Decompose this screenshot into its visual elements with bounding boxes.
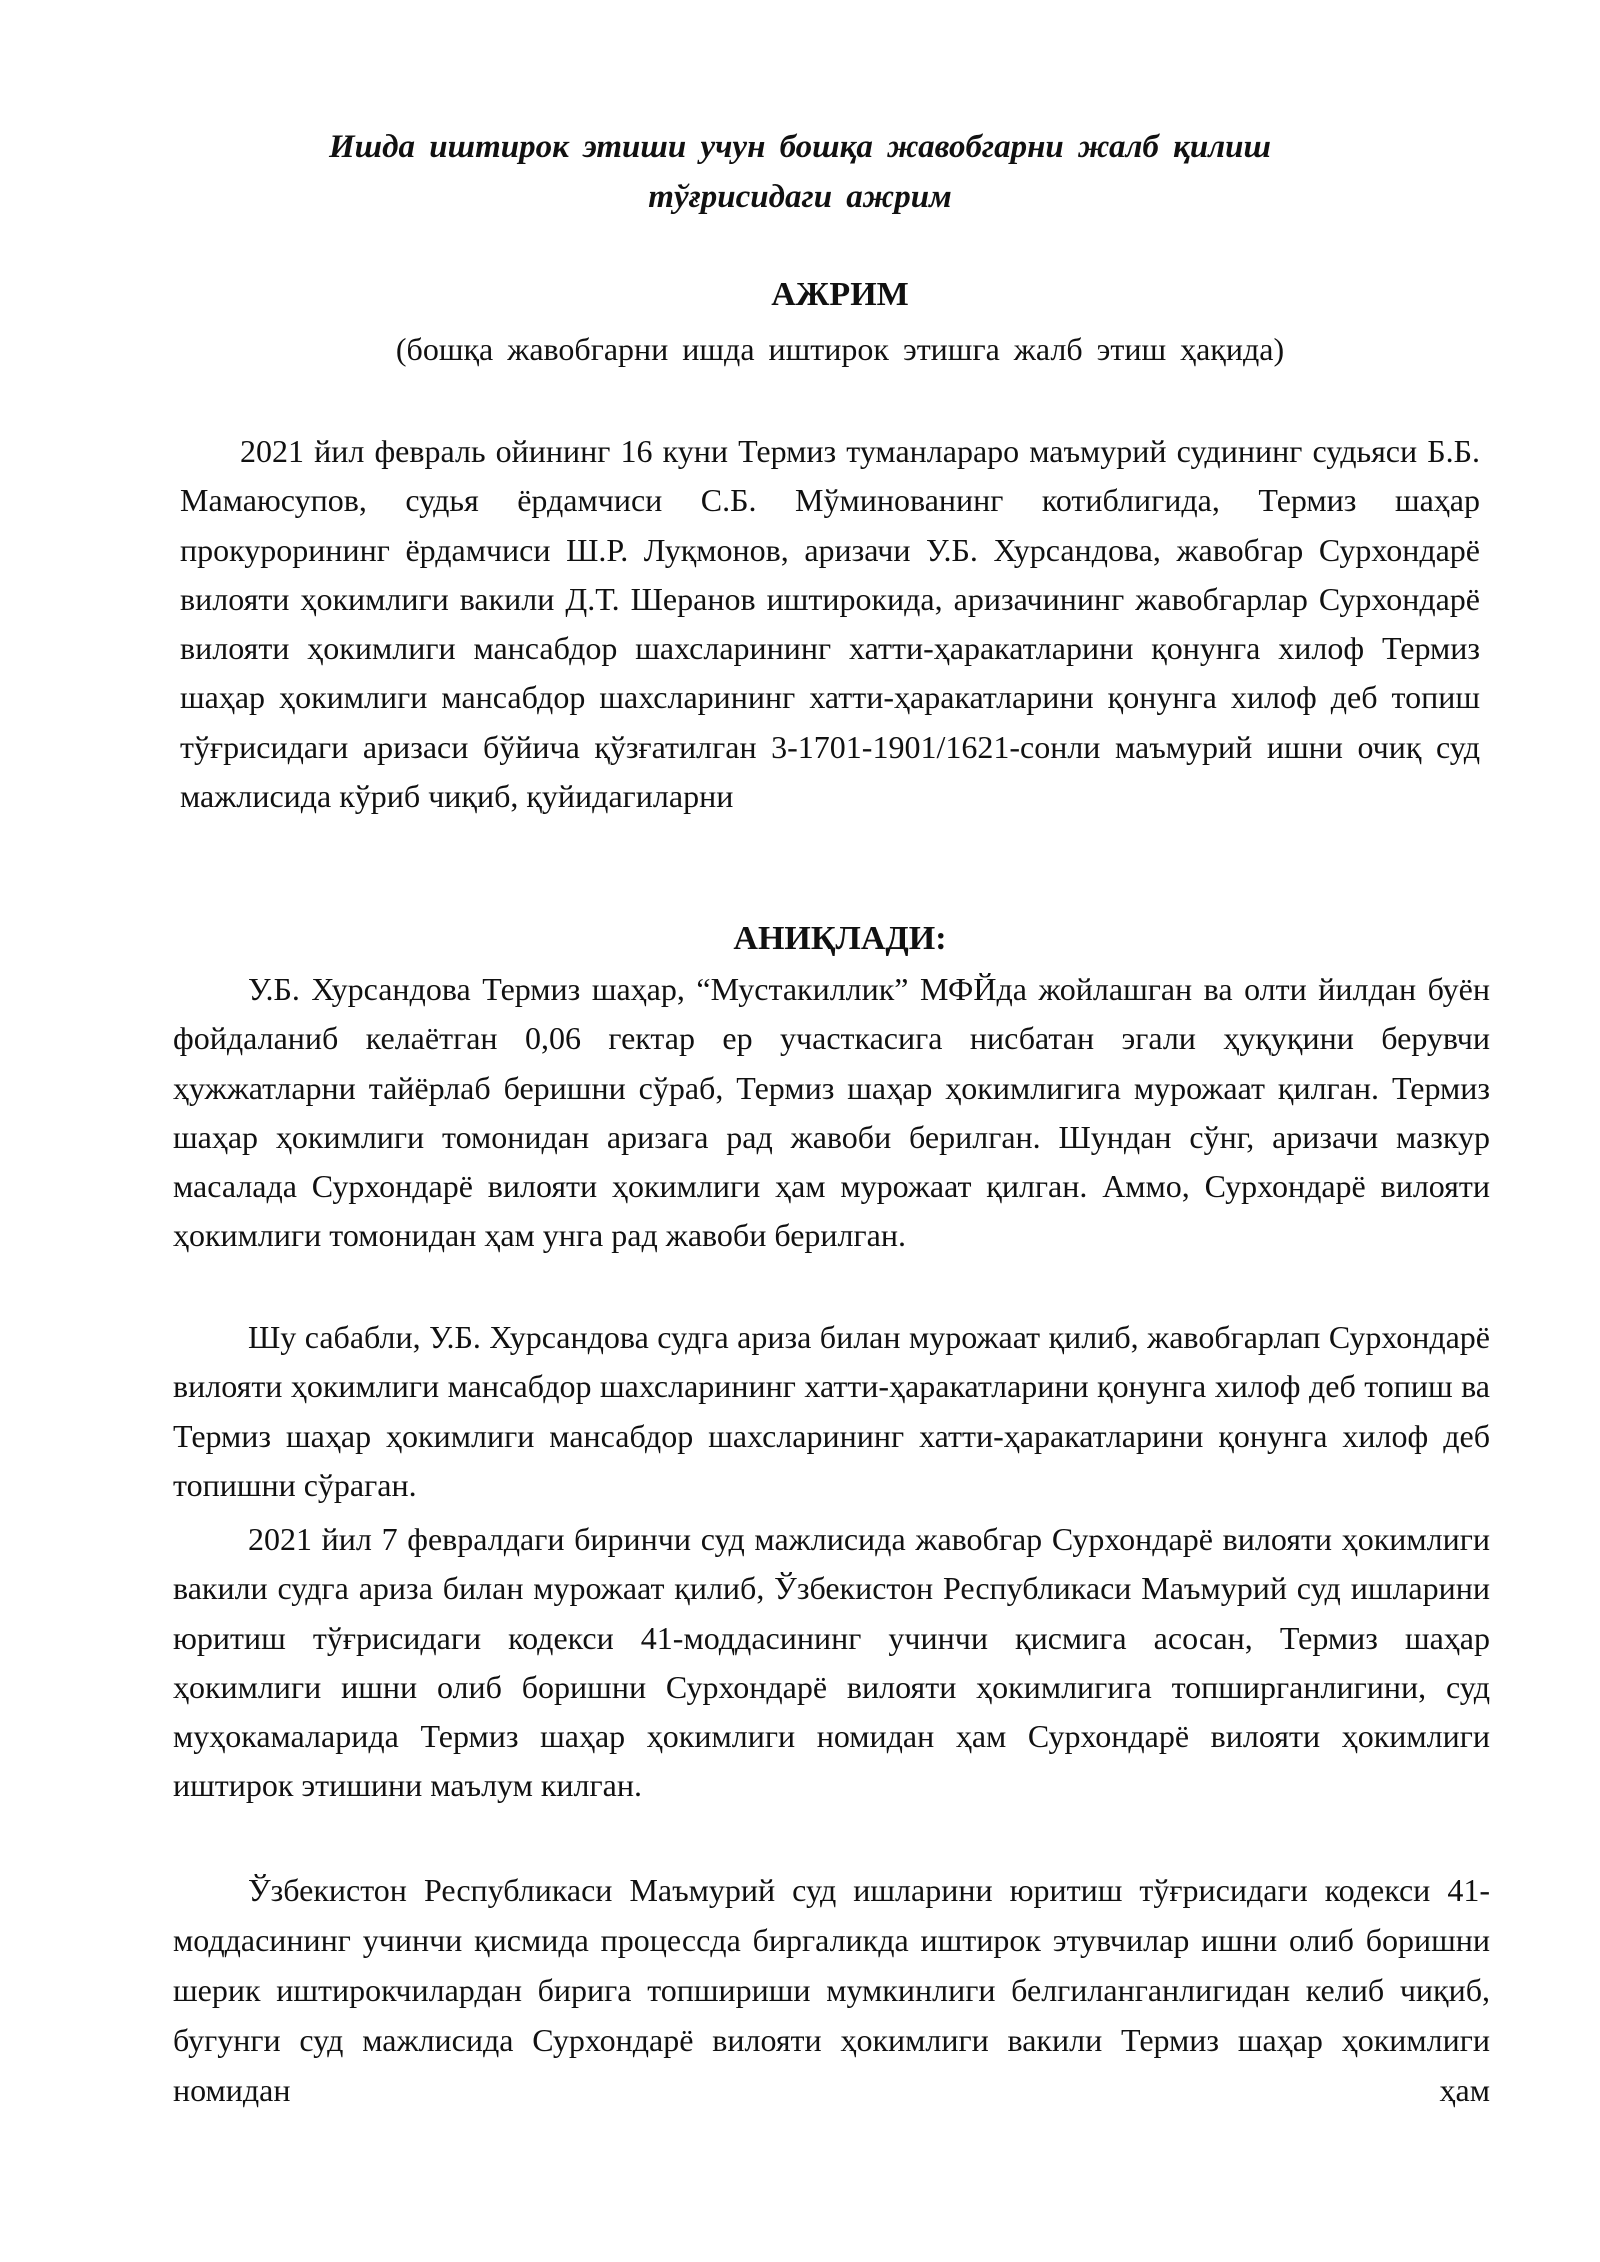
body-paragraph: Ўзбекистон Республикаси Маъмурий суд ишларини юритиш тўғрисидаги кодекси 41-моддасининг учинчи қисмида процессда биргаликда иштирок этувчилар ишни олиб боришни шерик иштирокчилардан бирига топшириши мумкинлиги белгиланганлигидан келиб чиқиб, бугунги суд мажлисида Сурхондарё вилояти ҳокимлиги вакили Термиз шаҳар ҳокимлиги номидан ҳам — [173, 1872, 1490, 2108]
document-title: Ишда иштирок этиши учун бошқа жавобгарни жалб қилиш тўғрисидаги ажрим — [328, 129, 1272, 215]
body-paragraph: У.Б. Хурсандова Термиз шаҳар, “Мустакиллик” МФЙда жойлашган ва олти йилдан буён фойдаланиб келаётган 0,06 гектар ер участкасига нисбатан эгали ҳуқуқини берувчи ҳужжатларни тайёрлаб беришни сўраб, Термиз шаҳар ҳокимлигига мурожаат қилган. Термиз шаҳар ҳокимлиги томонидан аризага рад жавоби берилган. Шундан сўнг, аризачи мазкур масалада Сурхондарё вилояти ҳокимлиги ҳам мурожаат қилган. Аммо, Сурхондарё вилояти ҳокимлиги томонидан ҳам унга рад жавоби берилган. — [173, 971, 1490, 1254]
body-paragraph: 2021 йил 7 февралдаги биринчи суд мажлисида жавобгар Сурхондарё вилояти ҳокимлиги вакили судга ариза билан мурожаат қилиб, Ўзбекистон Республикаси Маъмурий суд ишларини юритиш тўғрисидаги кодекси 41-моддасининг учинчи қисмига асосан, Термиз шаҳар ҳокимлиги ишни олиб боришни Сурхондарё вилояти ҳокимлигига топширганлигини, суд муҳокамаларида Термиз шаҳар ҳокимлиги номидан ҳам Сурхондарё вилояти ҳокимлиги иштирок этишини маълум килган. — [173, 1521, 1490, 1804]
found-heading: АНИҚЛАДИ: — [733, 920, 947, 957]
body-paragraph: Шу сабабли, У.Б. Хурсандова судга ариза билан мурожаат қилиб, жавобгарлап Сурхондарё вилояти ҳокимлиги мансабдор шахсларининг хатти-ҳаракатларини қонунга хилоф деб топиш ва Термиз шаҳар ҳокимлиги мансабдор шахсларининг хатти-ҳаракатларини қонунга хилоф деб топишни сўраган. — [173, 1319, 1490, 1503]
decision-heading: АЖРИМ — [771, 276, 909, 313]
decision-subheading: (бошқа жавобгарни ишда иштирок этишга жалб этиш ҳақида) — [395, 331, 1285, 367]
intro-paragraph: 2021 йил февраль ойининг 16 куни Термиз туманлараро маъмурий судининг судьяси Б.Б. Мамаюсупов, судья ёрдамчиси С.Б. Мўминованинг котиблигида, Термиз шаҳар прокурорининг ёрдамчиси Ш.Р. Луқмонов, аризачи У.Б. Хурсандова, жавобгар Сурхондарё вилояти ҳокимлиги вакили Д.Т. Шеранов иштирокида, аризачининг жавобгарлар Сурхондарё вилояти ҳокимлиги мансабдор шахсларининг хатти-ҳаракатларини қонунга хилоф Термиз шаҳар ҳокимлиги мансабдор шахсларининг хатти-ҳаракатларини қонунга хилоф деб топиш тўғрисидаги аризаси бўйича қўзғатилган 3-1701-1901/1621-сонли маъмурий ишни очиқ суд мажлисида кўриб чиқиб, қуйидагиларни — [180, 433, 1480, 815]
